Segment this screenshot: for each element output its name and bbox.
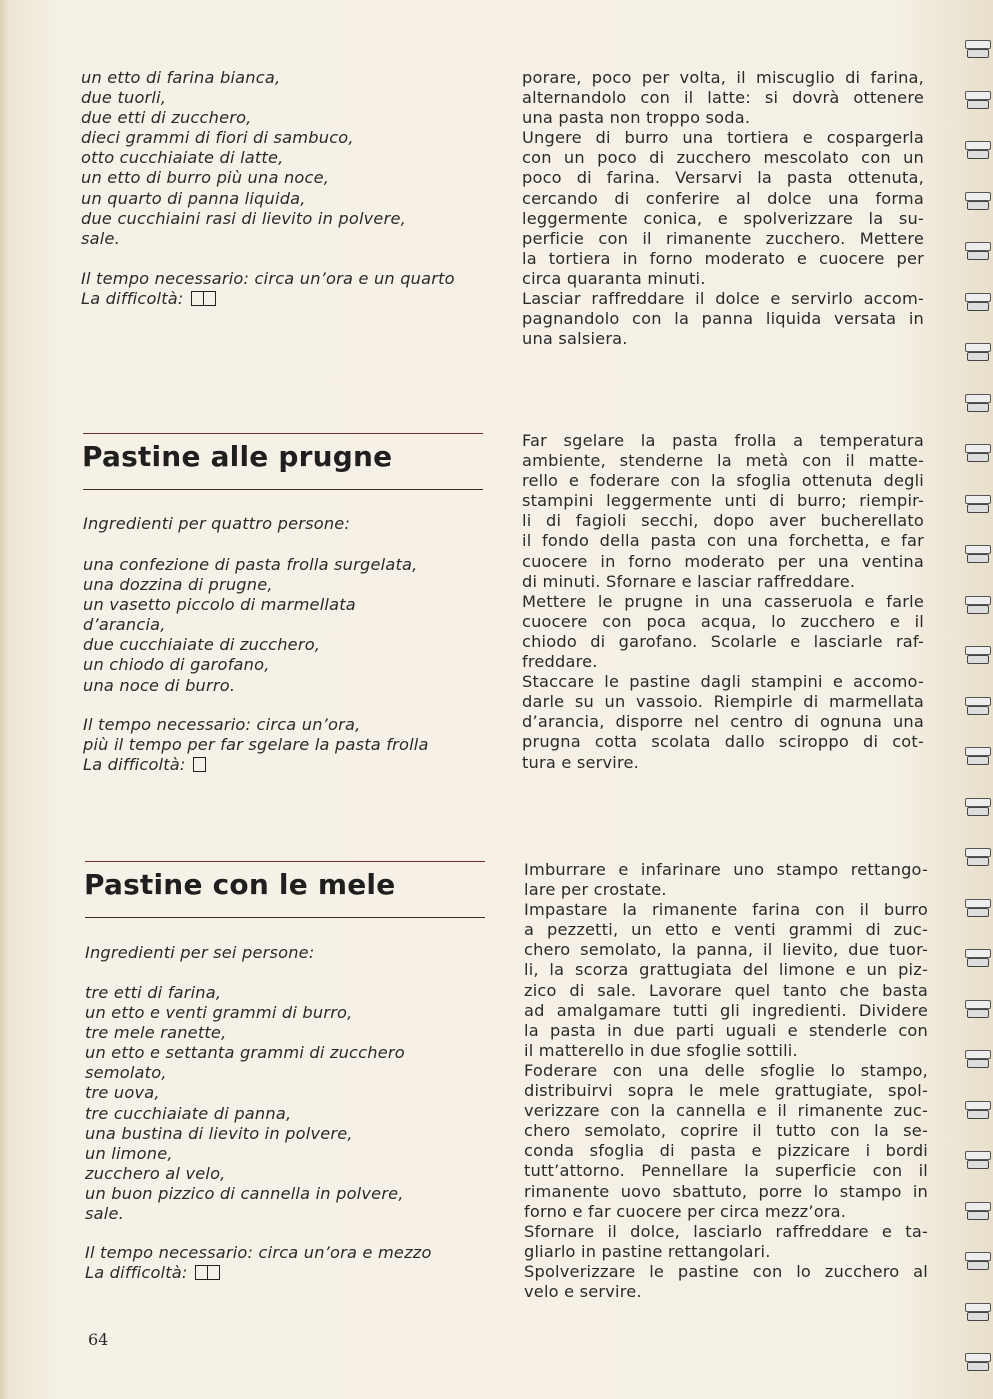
method-line: li di fagioli secchi, dopo aver bucherellato <box>522 511 924 531</box>
ingredient-line: un limone, <box>85 1143 173 1163</box>
method-line: velo e servire. <box>524 1281 642 1301</box>
method-line: distribuirvi sopra le mele grattugiate, spol- <box>524 1081 928 1101</box>
difficulty-boxes <box>189 289 216 308</box>
spiral-coil-icon <box>965 1000 989 1018</box>
spiral-coil-icon <box>965 1151 989 1169</box>
ingredient-line: un etto e venti grammi di burro, <box>85 1003 353 1023</box>
ingredient-line: tre cucchiaiate di panna, <box>85 1103 292 1123</box>
ingredient-line: dieci grammi di fiori di sambuco, <box>81 128 354 148</box>
recipe1-time-block <box>81 269 491 309</box>
spiral-coil-icon <box>965 394 989 412</box>
method-line: rimanente uovo sbattuto, porre lo stampo in <box>524 1181 928 1201</box>
method-line: zico di sale. Lavorare quel tanto che basta <box>524 980 928 1000</box>
method-line: il matterello in due sfoglie sottili. <box>524 1040 798 1060</box>
ingredient-line: tre uova, <box>85 1083 160 1103</box>
method-line: prugna cotta scolata dallo sciroppo di cot- <box>522 732 924 752</box>
method-line: rello e foderare con la sfoglia ottenuta degli <box>522 471 924 491</box>
spiral-coil-icon <box>965 242 989 260</box>
method-line: freddare. <box>522 652 598 672</box>
recipe3-bottom-rule <box>85 917 485 918</box>
method-line: chero semolato, coprire il tutto con la se- <box>524 1121 928 1141</box>
ingredient-line: un etto di burro più una noce, <box>81 168 330 188</box>
method-line: Ungere di burro una tortiera e cospargerla <box>522 128 924 148</box>
difficulty-label: La difficoltà: <box>85 1263 188 1283</box>
spiral-coil-icon <box>965 596 989 614</box>
method-line: una salsiera. <box>522 329 628 349</box>
recipe2-difficulty <box>83 755 493 775</box>
ingredient-line: un buon pizzico di cannella in polvere, <box>85 1183 404 1203</box>
method-line: li, la scorza grattugiata del limone e un piz- <box>524 960 928 980</box>
method-line: perficie con il rimanente zucchero. Mettere <box>522 228 924 248</box>
recipe1-ingredients <box>81 68 491 249</box>
spiral-coil-icon <box>965 545 989 563</box>
method-line: il fondo della pasta con una forchetta, e far <box>522 531 924 551</box>
method-line: ambiente, stenderne la metà con il matte- <box>522 451 924 471</box>
spiral-coil-icon <box>965 1252 989 1270</box>
spiral-coil-icon <box>965 40 989 58</box>
method-line: conda sfoglia di pasta e pizzicare i bordi <box>524 1141 928 1161</box>
recipe2-title: Pastine alle prugne <box>82 440 393 473</box>
recipe2-top-rule <box>83 433 483 434</box>
ingredient-line: due tuorli, <box>81 88 167 108</box>
method-line: Staccare le pastine dagli stampini e accomo- <box>522 672 924 692</box>
ingredient-line: un vasetto piccolo di marmellata <box>83 595 356 615</box>
method-line: chero semolato, la panna, il lievito, due tuor- <box>524 940 928 960</box>
spiral-coil-icon <box>965 1303 989 1321</box>
page-number: 64 <box>88 1330 109 1349</box>
time-line: Il tempo necessario: circa un’ora, <box>83 715 361 734</box>
spiral-coil-icon <box>965 293 989 311</box>
spiral-coil-icon <box>965 1050 989 1068</box>
ingredient-line: una noce di burro. <box>83 675 236 695</box>
spiral-binding <box>963 40 993 1380</box>
difficulty-box-icon <box>207 1265 220 1280</box>
ingredient-line: un quarto di panna liquida, <box>81 188 306 208</box>
method-line: cuocere con poca acqua, lo zucchero e il <box>522 611 924 631</box>
time-line: più il tempo per far sgelare la pasta frolla <box>83 735 429 755</box>
method-line: gliarlo in pastine rettangolari. <box>524 1241 771 1261</box>
method-line: Impastare la rimanente farina con il burro <box>524 900 928 920</box>
ingredient-line: due etti di zucchero, <box>81 108 252 128</box>
method-line: darle su un vassoio. Riempirle di marmellata <box>522 692 924 712</box>
ingredient-line: due cucchiaiate di zucchero, <box>83 635 321 655</box>
difficulty-label: La difficoltà: <box>83 755 186 775</box>
spiral-coil-icon <box>965 848 989 866</box>
difficulty-boxes <box>191 755 206 774</box>
recipe3-time: Il tempo necessario: circa un’ora e mezzo <box>85 1243 432 1262</box>
recipe3-time-block <box>85 1243 495 1283</box>
recipe2-servings: Ingredienti per quattro persone: <box>83 514 351 533</box>
recipe3-ingredients <box>85 983 495 1224</box>
method-line: la tortiera in forno moderato e cuocere per <box>522 248 924 268</box>
method-line: Foderare con una delle sfoglie lo stampo, <box>524 1060 928 1080</box>
recipe1-time: Il tempo necessario: circa un’ora e un quarto <box>81 269 455 288</box>
ingredient-line: un etto di farina bianca, <box>81 68 281 87</box>
spiral-coil-icon <box>965 1101 989 1119</box>
method-line: cercando di conferire al dolce una forma <box>522 188 924 208</box>
spiral-coil-icon <box>965 495 989 513</box>
method-line: pagnandolo con la panna liquida versata in <box>522 309 924 329</box>
ingredient-line: una confezione di pasta frolla surgelata, <box>83 555 418 574</box>
method-line: con un poco di zucchero mescolato con un <box>522 148 924 168</box>
method-line: alternandolo con il latte: si dovrà ottenere <box>522 88 924 108</box>
recipe2-time-block <box>83 715 493 775</box>
spiral-coil-icon <box>965 192 989 210</box>
spiral-coil-icon <box>965 1202 989 1220</box>
method-line: di minuti. Sfornare e lasciar raffreddare. <box>522 571 856 591</box>
method-line: ad amalgamare tutti gli ingredienti. Dividere <box>524 1000 928 1020</box>
page-left-edge <box>0 0 10 1399</box>
method-line: a pezzetti, un etto e venti grammi di zuc- <box>524 920 928 940</box>
method-line: leggermente conica, e spolverizzare la su- <box>522 208 924 228</box>
difficulty-box-icon <box>203 291 216 306</box>
method-line: Lasciar raffreddare il dolce e servirlo accom- <box>522 289 924 309</box>
recipe2-ingredients <box>83 555 493 696</box>
method-line: verizzare con la cannella e il rimanente zuc- <box>524 1101 928 1121</box>
method-line: cuocere in forno moderato per una ventina <box>522 551 924 571</box>
difficulty-box-icon <box>193 757 206 772</box>
recipe3-difficulty <box>85 1263 495 1283</box>
recipe1-difficulty <box>81 289 491 309</box>
method-line: stampini leggermente unti di burro; riempir- <box>522 491 924 511</box>
recipe2-bottom-rule <box>83 489 483 490</box>
method-line: lare per crostate. <box>524 880 667 900</box>
recipe3-method <box>524 860 928 1302</box>
method-line: circa quaranta minuti. <box>522 268 706 288</box>
ingredient-line: semolato, <box>85 1063 167 1083</box>
ingredient-line: d’arancia, <box>83 615 166 635</box>
method-line: Sfornare il dolce, lasciarlo raffreddare e ta- <box>524 1221 928 1241</box>
method-line: d’arancia, disporre nel centro di ognuna una <box>522 712 924 732</box>
ingredient-line: sale. <box>81 228 120 248</box>
ingredient-line: sale. <box>85 1204 124 1224</box>
spiral-coil-icon <box>965 91 989 109</box>
ingredient-line: due cucchiaini rasi di lievito in polvere, <box>81 208 406 228</box>
difficulty-boxes <box>193 1263 220 1282</box>
spiral-coil-icon <box>965 949 989 967</box>
method-line: porare, poco per volta, il miscuglio di farina, <box>522 68 924 87</box>
method-line: Spolverizzare le pastine con lo zucchero al <box>524 1261 928 1281</box>
spiral-coil-icon <box>965 646 989 664</box>
method-line: Imburrare e infarinare uno stampo rettango- <box>524 860 928 879</box>
ingredient-line: tre etti di farina, <box>85 983 222 1002</box>
spiral-coil-icon <box>965 444 989 462</box>
method-line: una pasta non troppo soda. <box>522 108 751 128</box>
method-line: chiodo di garofano. Scolarle e lasciarle raf- <box>522 631 924 651</box>
method-line: tutt’attorno. Pennellare la superficie con il <box>524 1161 928 1181</box>
recipe3-top-rule <box>85 861 485 862</box>
ingredient-line: tre mele ranette, <box>85 1023 227 1043</box>
ingredient-line: una bustina di lievito in polvere, <box>85 1123 353 1143</box>
method-line: Mettere le prugne in una casseruola e farle <box>522 591 924 611</box>
method-line: forno e far cuocere per circa mezz’ora. <box>524 1201 847 1221</box>
spiral-coil-icon <box>965 697 989 715</box>
difficulty-label: La difficoltà: <box>81 289 184 309</box>
ingredient-line: un etto e settanta grammi di zucchero <box>85 1043 405 1063</box>
method-line: tura e servire. <box>522 752 639 772</box>
recipe3-title: Pastine con le mele <box>84 868 396 901</box>
method-line: Far sgelare la pasta frolla a temperatura <box>522 431 924 450</box>
spiral-coil-icon <box>965 798 989 816</box>
spiral-coil-icon <box>965 343 989 361</box>
spiral-coil-icon <box>965 747 989 765</box>
ingredient-line: una dozzina di prugne, <box>83 575 273 595</box>
recipe2-method <box>522 431 924 773</box>
recipe3-servings: Ingredienti per sei persone: <box>85 943 315 962</box>
method-line: la pasta in due parti uguali e stenderle con <box>524 1020 928 1040</box>
spiral-coil-icon <box>965 1353 989 1371</box>
ingredient-line: un chiodo di garofano, <box>83 655 270 675</box>
method-line: poco di farina. Versarvi la pasta ottenuta, <box>522 168 924 188</box>
recipe1-method <box>522 68 924 349</box>
ingredient-line: zucchero al velo, <box>85 1163 226 1183</box>
spiral-coil-icon <box>965 899 989 917</box>
ingredient-line: otto cucchiaiate di latte, <box>81 148 284 168</box>
spiral-coil-icon <box>965 141 989 159</box>
